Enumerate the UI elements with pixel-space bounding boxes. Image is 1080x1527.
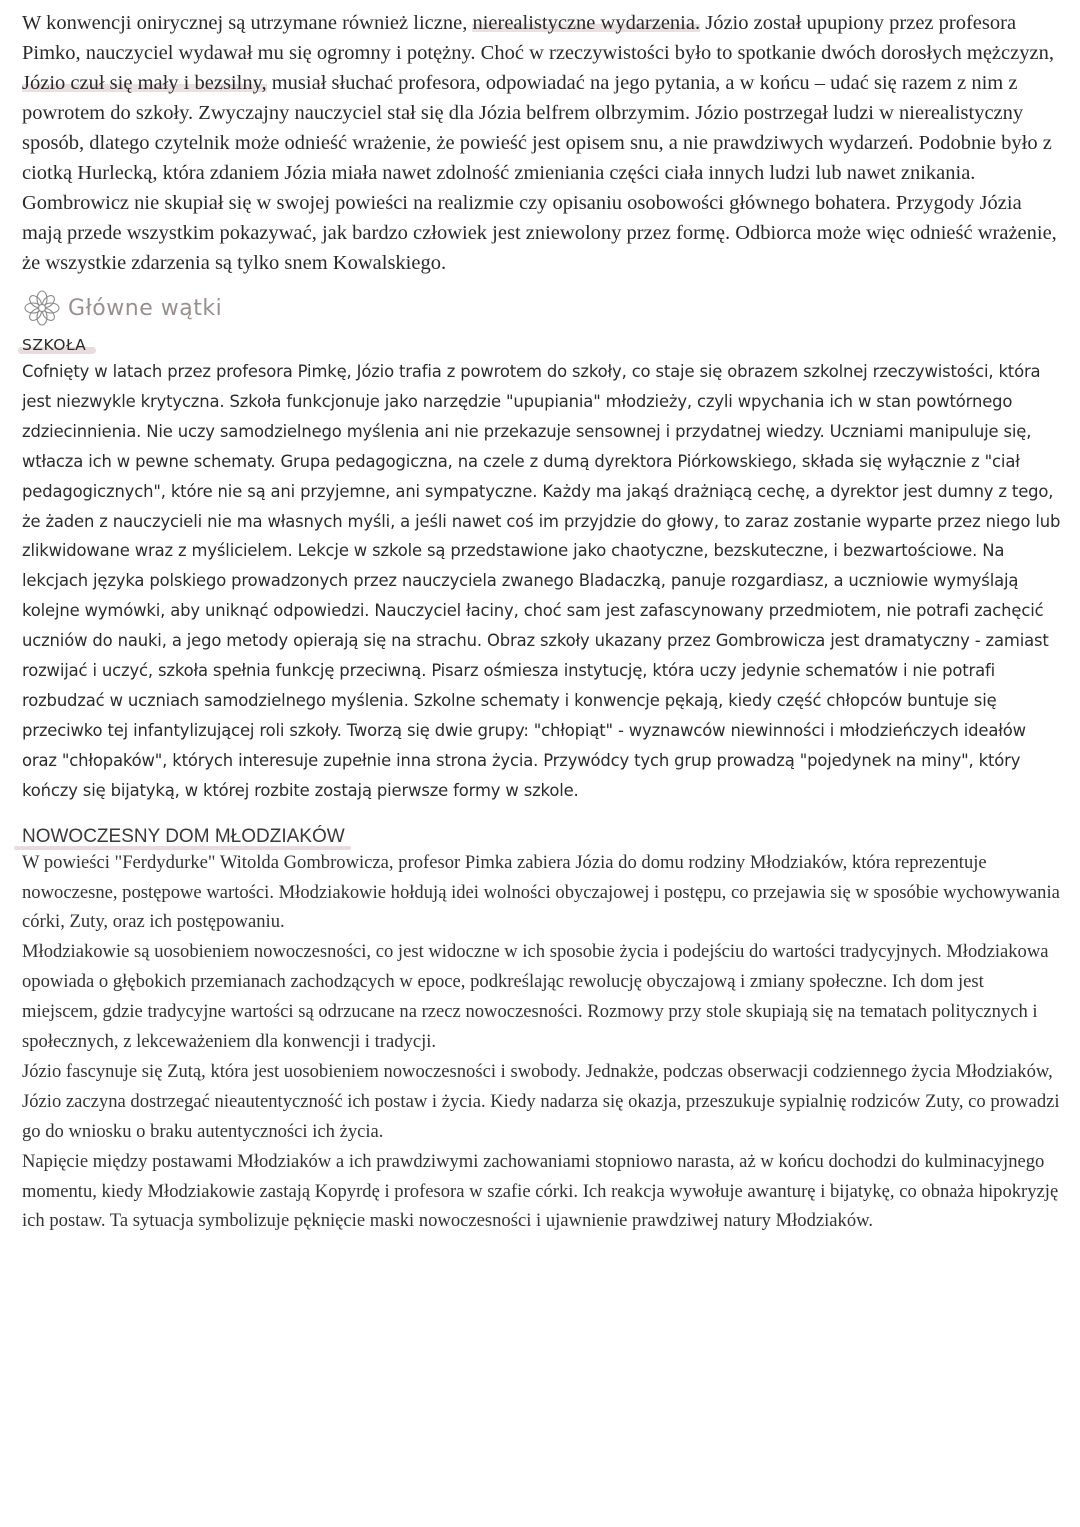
szkola-paragraph: Cofnięty w latach przez profesora Pimkę, Józio trafia z powrotem do szkoły, co staje się obrazem szkolnej rzeczywistości, która jest niezwykle krytyczna. Szkoła funkcjonuje jako narzędzie "upupiania" młodzieży, czyli wpychania ich w stan powtórnego zdziecinnienia. Nie uczy samodzielnego myślenia ani nie przekazuje sensownej i przydatnej wiedzy. Uczniami manipuluje się, wtłacza ich w pewne schematy. Grupa pedagogiczna, na czele z dumą dyrektora Piórkowskiego, składa się wyłącznie z "ciał pedagogicznych", które nie są ani przyjemne, ani sympatyczne. Każdy ma jakąś drażniącą cechę, a dyrektor jest dumny z tego, że żaden z nauczycieli nie ma własnych myśli, a jeśli nawet coś im przyjdzie do głowy, to zaraz zostanie wyparte przez niego lub zlikwidowane wraz z myślicielem. Lekcje w szkole są przedstawione jako chaotyczne, bezskuteczne, i bezwartościowe. Na lekcjach języka polskiego prowadzonych przez nauczyciela zwanego Bladaczką, panuje rozgardiasz, a uczniowie wymyślają kolejne wymówki, aby uniknąć odpowiedzi. Nauczyciel łaciny, choć sam jest zafascynowany przedmiotem, nie potrafi zachęcić uczniów do nauki, a jego metody opierają się na strachu. Obraz szkoły ukazany przez Gombrowicza jest dramatyczny - zamiast rozwijać i uczyć, szkoła spełnia funkcję przeciwną. Pisarz ośmiesza instytucję, która uczy jedynie schematów i nie potrafi rozbudzać w uczniach samodzielnego myślenia. Szkolne schematy i konwencje pękają, kiedy część chłopców buntuje się przeciwko tej infantylizującej roli szkoły. Tworzą się dwie grupy: "chłopiąt" - wyznawców niewinności i młodzieńczych ideałów oraz "chłopaków", których interesuje zupełnie inna strona życia. Przywódcy tych grup prowadzą "pojedynek na miny", który kończy się bijatyką, w której rozbite zostają pierwsze formy w szkole. [22,362,1061,800]
flower-icon [22,288,62,328]
dom-paragraph: Napięcie między postawami Młodziaków a ich prawdziwymi zachowaniami stopniowo narasta, aż w końcu dochodzi do kulminacyjnego momentu, kiedy Młodziakowie zastają Kopyrdę i profesora w szafie córki. Ich reakcja wywołuje awanturę i bijatykę, co obnaża hipokryzję ich postaw. Ta sytuacja symbolizuje pęknięcie maski nowoczesności i ujawnienie prawdziwej natury Młodziaków. [22,1150,1059,1232]
intro-text-1: W konwencji onirycznej są utrzymane również liczne, [22,12,473,34]
szkola-heading-text: SZKOŁA [22,336,87,354]
section-header [22,286,1062,330]
dom-heading [22,826,345,848]
dom-paragraph: Józio fascynuje się Zutą, która jest uosobieniem nowoczesności i swobody. Jednakże, podczas obserwacji codziennego życia Młodziaków, Józio zaczyna dostrzegać nieautentyczność ich postaw i życia. Kiedy nadarza się okazja, przeszukuje sypialnię rodziców Zuty, co prowadzi go do wniosku o braku autentyczności ich życia. [22,1060,1060,1142]
section-title: Główne wątki [68,295,223,321]
intro-paragraph [22,8,1062,278]
dom-paragraph: W powieści "Ferdydurke" Witolda Gombrowicza, profesor Pimka zabiera Józia do domu rodziny Młodziaków, która reprezentuje nowoczesne, postępowe wartości. Młodziakowie hołdują idei wolności obyczajowej i postępu, co przejawia się w sposóbie wychowywania córki, Zuty, oraz ich postępowaniu. [22,851,1060,933]
dom-paragraph: Młodziakowie są uosobieniem nowoczesności, co jest widoczne w ich sposobie życia i podejściu do wartości tradycyjnych. Młodziakowa opowiada o głębokich przemianach zachodzących w epoce, podkreślając rewolucję obyczajową i zmiany społeczne. Ich dom jest miejscem, gdzie tradycyjne wartości są odrzucane na rzecz nowoczesności. Rozmowy przy stole skupiają się na tematach politycznych i społecznych, z lekceważeniem dla konwencji i tradycji. [22,941,1049,1053]
intro-text-3: musiał słuchać profesora, odpowiadać na jego pytania, a w końcu – udać się razem z nim z powrotem do szkoły. Zwyczajny nauczyciel stał się dla Józia belfrem olbrzymim. Józio postrzegał ludzi w nierealistyczny sposób, dlatego czytelnik może odnieść wrażenie, że powieść jest opisem snu, a nie prawdziwych wydarzeń. Podobnie było z ciotką Hurlecką, która zdaniem Józia miała nawet zdolność zmieniania części ciała innych ludzi lub nawet znikania. Gombrowicz nie skupiał się w swojej powieści na realizmie czy opisaniu osobowości głównego bohatera. Przygody Józia mają przede wszystkim pokazywać, jak bardzo człowiek jest zniewolony przez formę. Odbiorca może więc odnieść wrażenie, że wszystkie zdarzenia są tylko snem Kowalskiego. [22,72,1057,274]
dom-section [22,848,1062,1237]
highlight-2: Józio czuł się mały i bezsilny, [22,72,267,94]
highlight-1: nierealistyczne wydarzenia. [472,12,701,34]
intro-text-2: Józio został upupiony przez profesora Pimko, nauczyciel wydawał mu się ogromny i potężny. Choć w rzeczywistości było to spotkanie dwóch dorosłych mężczyzn, [22,12,1054,64]
dom-heading-text: NOWOCZESNY DOM MŁODZIAKÓW [22,825,345,847]
szkola-heading [22,336,90,354]
document-page [22,8,1062,1236]
